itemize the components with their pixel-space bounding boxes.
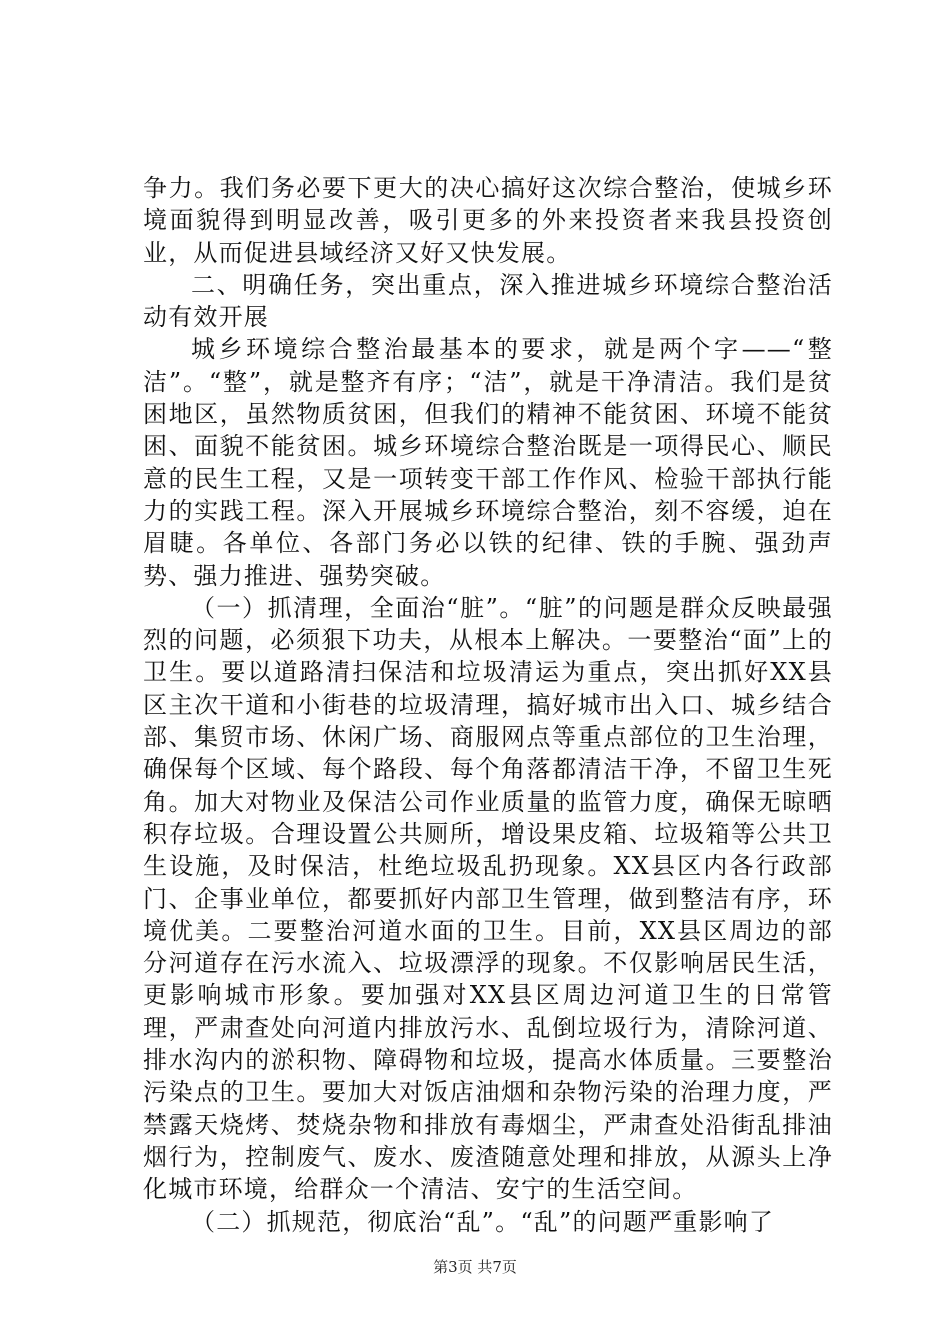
- page-number-label: 第3页 共7页: [433, 1258, 517, 1276]
- paragraph-continuation: 争力。我们务必要下更大的决心搞好这次综合整治，使城乡环境面貌得到明显改善，吸引更多的外来投资者来我县投资创业，从而促进县域经济又好又快发展。: [143, 174, 833, 267]
- paragraph-subsection-one: （一）抓清理，全面治“脏”。“脏”的问题是群众反映最强烈的问题，必须狠下功夫，从根本上解决。一要整治“面”上的卫生。要以道路清扫保洁和垃圾清运为重点，突出抓好XX县区主次干道和小街巷的垃圾清理，搞好城市出入口、城乡结合部、集贸市场、休闲广场、商服网点等重点部位的卫生治理，确保每个区域、每个路段、每个角落都清洁干净，不留卫生死角。加大对物业及保洁公司作业质量的监管力度，确保无晾晒积存垃圾。合理设置公共厕所，增设果皮箱、垃圾箱等公共卫生设施，及时保洁，杜绝垃圾乱扔现象。XX县区内各行政部门、企事业单位，都要抓好内部卫生管理，做到整洁有序，环境优美。二要整治河道水面的卫生。目前，XX县区周边的部分河道存在污水流入、垃圾漂浮的现象。不仅影响居民生活，更影响城市形象。要加强对XX县区周边河道卫生的日常管理，严肃查处向河道内排放污水、乱倒垃圾行为，清除河道、排水沟内的淤积物、障碍物和垃圾，提高水体质量。三要整治污染点的卫生。要加大对饭店油烟和杂物污染的治理力度，严禁露天烧烤、焚烧杂物和排放有毒烟尘，严肃查处沿街乱排油烟行为，控制废气、废水、废渣随意处理和排放，从源头上净化城市环境，给群众一个清洁、安宁的生活空间。: [143, 593, 833, 1204]
- paragraph-subsection-two: （二）抓规范，彻底治“乱”。“乱”的问题严重影响了: [191, 1207, 775, 1236]
- section-heading: 二、明确任务，突出重点，深入推进城乡环境综合整治活动有效开展: [143, 270, 833, 332]
- paragraph-requirements: 城乡环境综合整治最基本的要求，就是两个字——“整洁”。“整”，就是整齐有序；“洁”，就是干净清洁。我们是贫困地区，虽然物质贫困，但我们的精神不能贫困、环境不能贫困、面貌不能贫困。城乡环境综合整治既是一项得民心、顺民意的民生工程，又是一项转变干部工作作风、检验干部执行能力的实践工程。深入开展城乡环境综合整治，刻不容缓，迫在眉睫。各单位、各部门务必以铁的纪律、铁的手腕、强劲声势、强力推进、强势突破。: [143, 335, 833, 590]
- document-body: [143, 172, 833, 1238]
- page-footer: [0, 1257, 950, 1277]
